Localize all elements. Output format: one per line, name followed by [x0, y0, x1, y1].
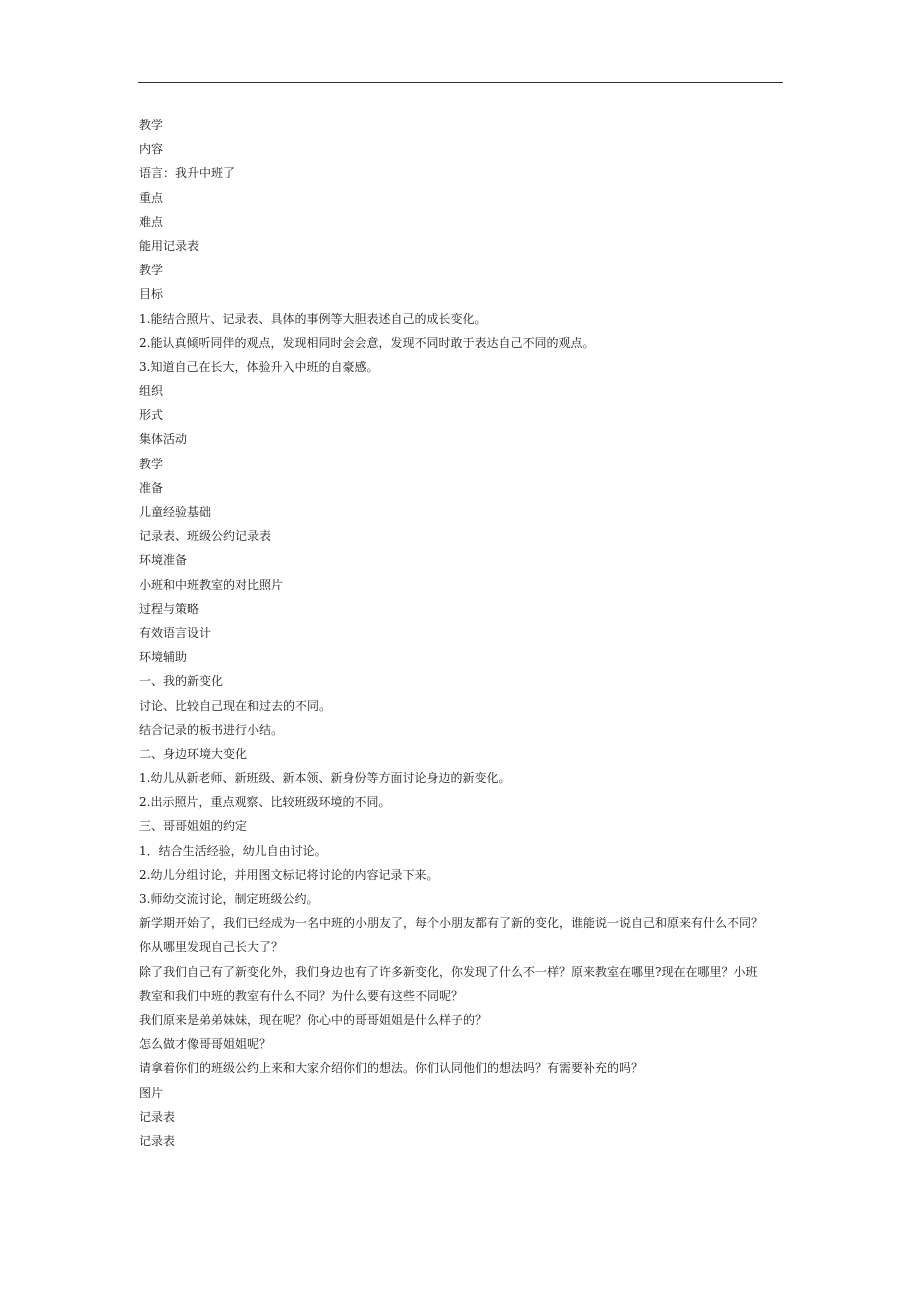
- text-line: 记录表: [139, 1109, 176, 1124]
- text-line: 形式: [139, 408, 164, 423]
- text-line: 记录表、班级公约记录表: [139, 529, 272, 544]
- header-rule: [138, 82, 783, 83]
- text-line: 我们原来是弟弟妹妹，现在呢？你心中的哥哥姐姐是什么样子的？: [139, 1012, 488, 1027]
- text-line: 集体活动: [139, 432, 188, 447]
- text-line: 过程与策略: [139, 601, 200, 616]
- text-line: 小班和中班教室的对比照片: [139, 577, 284, 592]
- text-line: 环境准备: [139, 553, 188, 568]
- text-line: 图片: [139, 1085, 164, 1100]
- text-line: 教学: [139, 118, 164, 132]
- text-line: 1．结合生活经验，幼儿自由讨论。: [139, 843, 327, 858]
- text-line: 儿童经验基础: [139, 505, 212, 519]
- text-line: 结合记录的板书进行小结。: [139, 722, 284, 737]
- text-line: 能用记录表: [139, 238, 200, 253]
- text-line: 教学: [139, 456, 164, 471]
- text-line: 目标: [139, 287, 164, 302]
- text-line: 三、哥哥姐姐的约定: [139, 819, 248, 834]
- text-line: 组织: [139, 384, 164, 399]
- text-line: 3.知道自己在长大，体验升入中班的自豪感。: [139, 359, 379, 374]
- text-line: 难点: [139, 214, 164, 229]
- text-line: 记录表: [139, 1133, 176, 1148]
- text-line: 1.幼儿从新老师、新班级、新本领、新身份等方面讨论身边的新变化。: [139, 771, 511, 786]
- text-line: 二、身边环境大变化: [139, 746, 248, 761]
- text-line: 环境辅助: [139, 650, 188, 665]
- text-line: 有效语言设计: [139, 625, 212, 640]
- text-line: 除了我们自己有了新变化外，我们身边也有了许多新变化，你发现了什么不一样？原来教室在哪里?现在在哪里？小班: [139, 964, 758, 979]
- text-line: 2.幼儿分组讨论，并用图文标记将讨论的内容记录下来。: [139, 867, 439, 882]
- text-line: 你从哪里发现自己长大了？: [139, 940, 284, 955]
- text-line: 教室和我们中班的教室有什么不同？为什么要有这些不同呢？: [139, 988, 464, 1003]
- text-line: 内容: [139, 142, 164, 157]
- text-line: 重点: [139, 190, 164, 205]
- text-line: 讨论、比较自己现在和过去的不同。: [139, 698, 332, 713]
- text-line: 2.出示照片，重点观察、比较班级环境的不同。: [139, 795, 391, 810]
- text-line: 一、我的新变化: [139, 674, 224, 689]
- text-line: 语言：我升中班了: [139, 166, 236, 181]
- text-line: 教学: [139, 263, 164, 278]
- text-line: 准备: [139, 480, 164, 495]
- text-line: 1.能结合照片、记录表、具体的事例等大胆表述自己的成长变化。: [139, 311, 487, 326]
- document-body: [139, 113, 799, 1153]
- text-line: 2.能认真倾听同伴的观点，发现相同时会会意，发现不同时敢于表达自己不同的观点。: [139, 335, 595, 350]
- text-line: 新学期开始了，我们已经成为一名中班的小朋友了，每个小朋友都有了新的变化，谁能说一说自己和原来有什么不同？: [139, 916, 764, 931]
- text-line: 3.师幼交流讨论，制定班级公约。: [139, 892, 319, 906]
- text-line: 怎么做才像哥哥姐姐呢？: [139, 1037, 272, 1052]
- text-line: 请拿着你们的班级公约上来和大家介绍你们的想法。你们认同他们的想法吗？有需要补充的吗？: [139, 1061, 644, 1076]
